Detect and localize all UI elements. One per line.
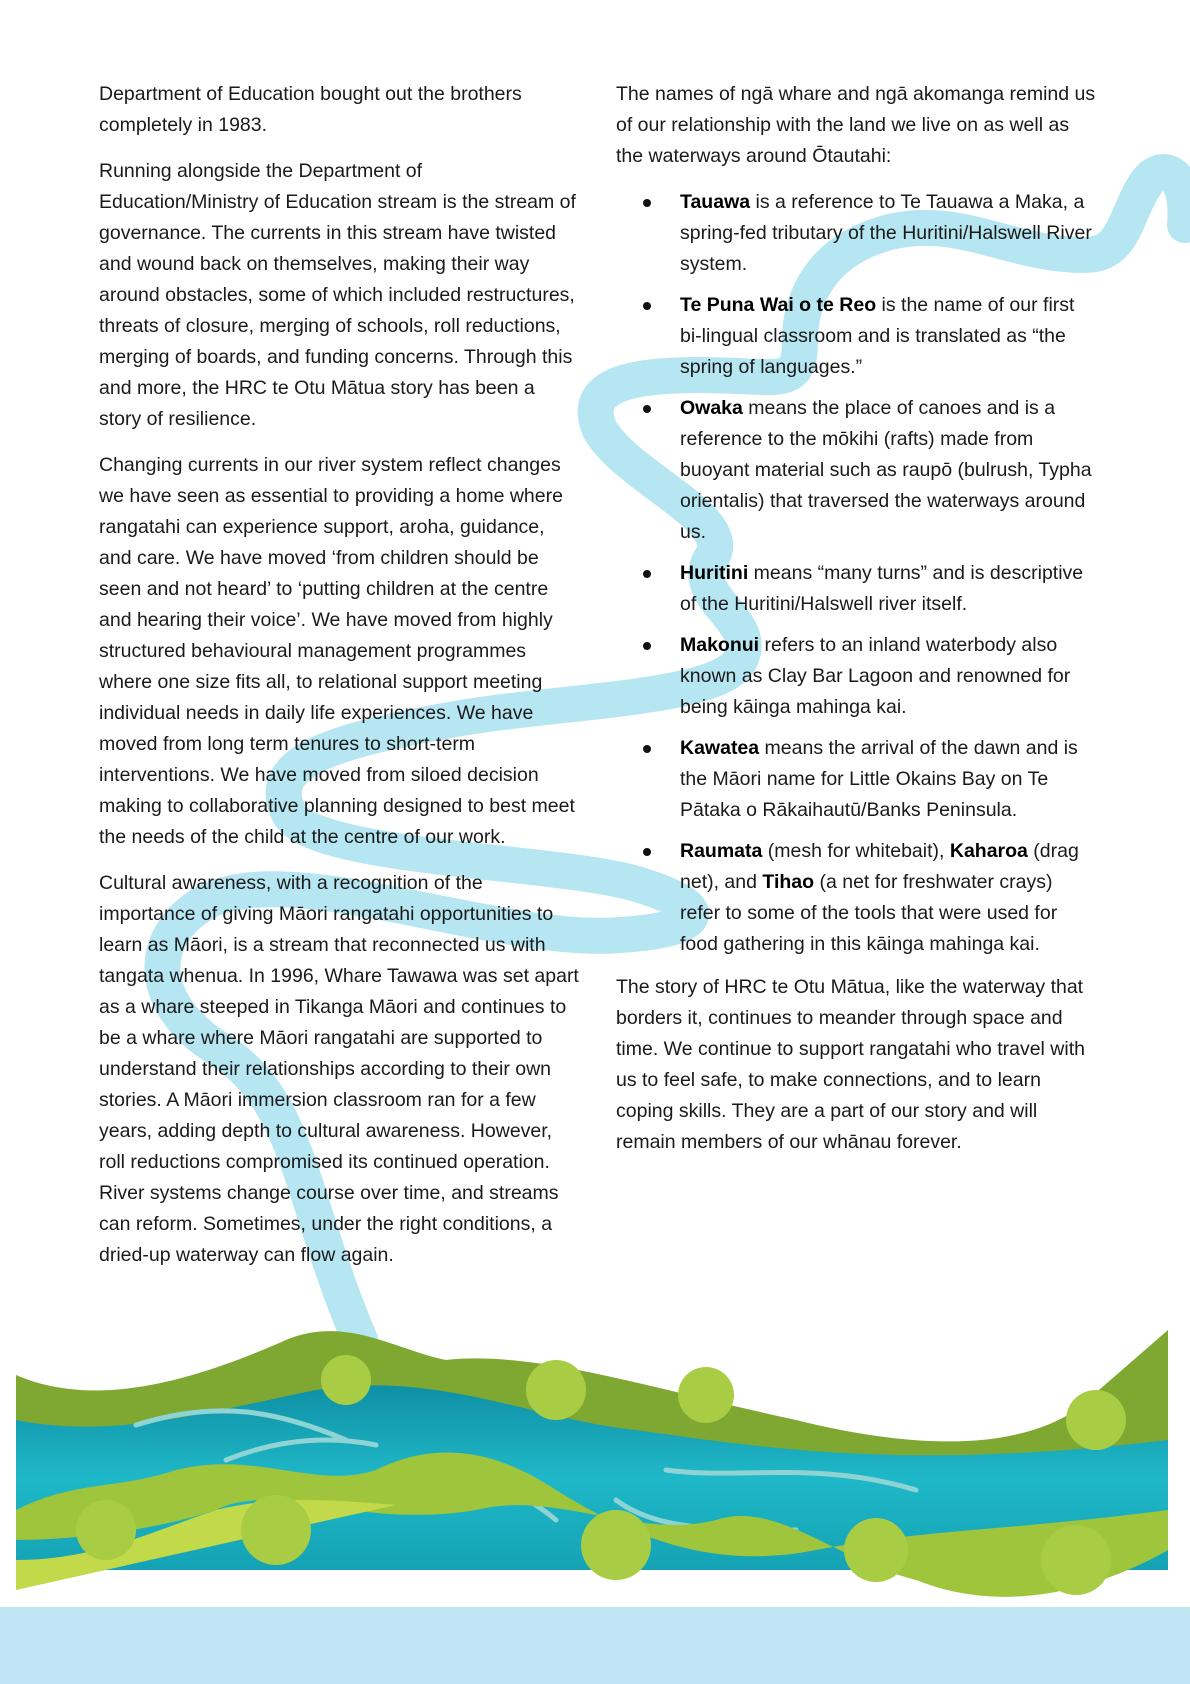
definition: (a net for freshwater crays) refer to some of the tools that were used for food gathering in this kāinga mahinga kai. <box>680 871 1058 955</box>
definition: is the name of our first bi-lingual classroom and is translated as “the spring of languages.” <box>680 294 1075 378</box>
bullet-icon <box>643 405 651 413</box>
term: Huritini <box>680 562 749 584</box>
river-illustration <box>16 1330 1168 1610</box>
list-item <box>616 290 1096 383</box>
intro-paragraph: The names of ngā whare and ngā akomanga remind us of our relationship with the land we live on as well as the waterways around Ōtautahi: <box>616 83 1096 167</box>
term: Kaharoa <box>949 840 1028 862</box>
term: Raumata <box>680 840 763 862</box>
term: Makonui <box>680 634 760 656</box>
paragraph: Department of Education bought out the brothers completely in 1983. <box>99 83 522 136</box>
list-item <box>616 733 1096 826</box>
list-item <box>616 836 1096 960</box>
bullet-icon <box>643 302 651 310</box>
list-item <box>616 630 1096 723</box>
list-item <box>616 393 1096 548</box>
left-column <box>99 79 579 1286</box>
closing-paragraph: The story of HRC te Otu Mātua, like the waterway that borders it, continues to meander through space and time. We continue to support rangatahi who travel with us to feel safe, to make connections, and to learn coping skills. They are a part of our story and will remain members of our whānau forever. <box>616 976 1085 1153</box>
paragraph: Changing currents in our river system reflect changes we have seen as essential to providing a home where rangatahi can experience support, aroha, guidance, and care. We have moved ‘from children should be seen and not heard’ to ‘putting children at the centre and hearing their voice’. We have moved from highly structured behavioural management programmes where one size fits all, to relational support meeting individual needs in daily life experiences. We have moved from long term tenures to short-term interventions. We have moved from siloed decision making to collaborative planning designed to best meet the needs of the child at the centre of our work. <box>99 454 575 848</box>
definition: (mesh for whitebait), <box>762 840 950 862</box>
term: Tauawa <box>680 191 751 213</box>
list-item <box>616 187 1096 280</box>
list-item <box>616 558 1096 620</box>
bullet-icon <box>643 570 651 578</box>
term: Tihao <box>762 871 815 893</box>
definition: means “many turns” and is descriptive of the Huritini/Halswell river itself. <box>680 562 1084 615</box>
term: Kawatea <box>680 737 760 759</box>
definition: is a reference to Te Tauawa a Maka, a spring-fed tributary of the Huritini/Halswell River system. <box>680 191 1092 275</box>
bullet-icon <box>643 642 651 650</box>
bullet-icon <box>643 848 651 856</box>
bullet-icon <box>643 199 651 207</box>
bullet-icon <box>643 745 651 753</box>
term: Owaka <box>680 397 743 419</box>
paragraph: Running alongside the Department of Education/Ministry of Education stream is the stream of governance. The currents in this stream have twisted and wound back on themselves, making their way around obstacles, some of which included restructures, threats of closure, merging of schools, roll reductions, merging of boards, and funding concerns. Through this and more, the HRC te Otu Mātua story has been a story of resilience. <box>99 160 576 430</box>
right-column <box>616 79 1096 1173</box>
footer-band <box>0 1607 1190 1684</box>
names-list <box>616 187 1096 960</box>
definition: means the place of canoes and is a reference to the mōkihi (rafts) made from buoyant material such as raupō (bulrush, Typha orientalis) that traversed the waterways around us. <box>680 397 1092 543</box>
definition: refers to an inland waterbody also known as Clay Bar Lagoon and renowned for being kāinga mahinga kai. <box>680 634 1071 718</box>
definition: means the arrival of the dawn and is the Māori name for Little Okains Bay on Te Pātaka o Rākaihautū/Banks Peninsula. <box>680 737 1078 821</box>
term: Te Puna Wai o te Reo <box>680 294 877 316</box>
paragraph: Cultural awareness, with a recognition of the importance of giving Māori rangatahi opportunities to learn as Māori, is a stream that reconnected us with tangata whenua. In 1996, Whare Tawawa was set apart as a whare steeped in Tikanga Māori and continues to be a whare where Māori rangatahi are supported to understand their relationships according to their own stories. A Māori immersion classroom ran for a few years, adding depth to cultural awareness. However, roll reductions compromised its continued operation. River systems change course over time, and streams can reform. Sometimes, under the right conditions, a dried-up waterway can flow again. <box>99 872 579 1266</box>
definition: (drag net), and <box>680 840 1079 893</box>
